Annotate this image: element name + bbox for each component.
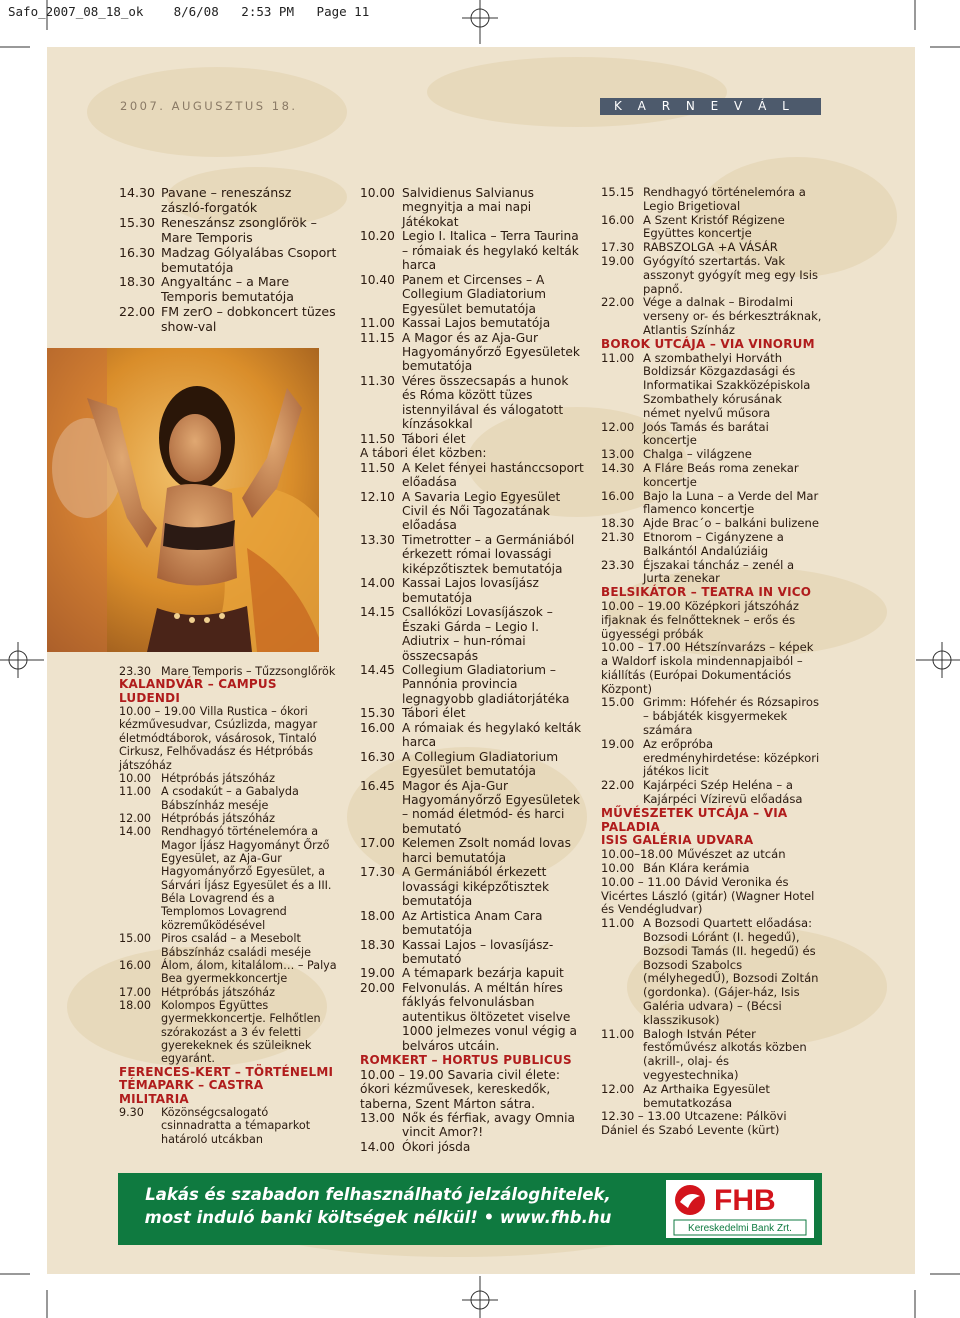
program-entry bbox=[360, 938, 584, 967]
ad-line-1: Lakás és szabadon felhasználható jelzáloghitelek, bbox=[145, 1185, 611, 1204]
program-entry bbox=[601, 421, 823, 449]
entry-text: Angyaltánc – a Mare Temporis bemutatója bbox=[161, 274, 295, 305]
entry-time: 14.15 bbox=[360, 605, 395, 620]
program-entry bbox=[360, 779, 584, 837]
program-entry bbox=[360, 533, 584, 576]
entry-time: 14.30 bbox=[601, 460, 635, 475]
entry-time: 13.00 bbox=[601, 447, 635, 462]
ad-line-2: most induló banki költségek nélkül! • www.fhb.hu bbox=[144, 1208, 612, 1227]
entry-time: 14.00 bbox=[119, 825, 152, 839]
program-entry bbox=[360, 331, 584, 374]
venue-heading: ISIS GALÉRIA UDVARA bbox=[601, 833, 754, 848]
program-entry bbox=[360, 706, 584, 720]
program-entry bbox=[601, 462, 823, 490]
venue-heading: BELSIKÁTOR – TEATRA IN VICO bbox=[601, 585, 812, 600]
program-entry bbox=[601, 214, 823, 242]
entry-text: Ókori jósda bbox=[402, 1139, 471, 1154]
program-entry bbox=[119, 932, 337, 959]
entry-text: Timetrotter – a Germániából érkezett római lovassági kiképzőtisztek bemutatója bbox=[402, 532, 575, 576]
entry-text: Kassai Lajos bemutatója bbox=[402, 316, 551, 331]
program-entry bbox=[119, 705, 337, 772]
entry-time: 12.00 bbox=[601, 419, 635, 434]
entry-text: Panem et Circenses – A Collegium Gladiatorium Egyesület bemutatója bbox=[402, 272, 546, 316]
program-entry bbox=[119, 999, 337, 1066]
program-entry bbox=[601, 600, 823, 641]
entry-text: A szombathelyi Horváth Boldizsár Közgazdasági és Informatikai Szakközépiskola Szombathely kórusának német nyelvű műsora bbox=[643, 350, 811, 420]
entry-text: A rómaiak és hegylakó kelták harca bbox=[402, 720, 582, 750]
entry-time: 15.30 bbox=[119, 214, 156, 230]
entry-time: 16.00 bbox=[360, 720, 395, 735]
program-entry bbox=[119, 216, 337, 246]
entry-time: 10.20 bbox=[360, 229, 395, 244]
entry-text: Balogh István Péter festőművész alkotás közben (akrill-, olaj- és vegyestechnika) bbox=[643, 1026, 807, 1082]
entry-text: Madzag Gólyalábas Csoport bemutatója bbox=[161, 244, 337, 275]
entry-time: 16.00 bbox=[601, 488, 635, 503]
entry-text: A Szent Kristóf Régizene Együttes koncertje bbox=[643, 212, 785, 241]
program-entry bbox=[119, 986, 337, 999]
program-entry bbox=[119, 246, 337, 276]
program-entry bbox=[360, 461, 584, 490]
entry-text: Legio I. Italica – Terra Taurina – rómaiak és hegylakó kelták harca bbox=[402, 229, 579, 273]
entry-time: 10.00 – 19.00 bbox=[601, 598, 681, 613]
entry-time: 18.30 bbox=[601, 516, 635, 531]
program-entry bbox=[360, 721, 584, 750]
entry-text: Rendhagyó történelemóra a Magor Íjász Hagyományt Őrző Egyesület, az Aja-Gur Hagyományőrző Egyesület, a Sárvári Íjász Egyesület és a III. Béla Lovagrend és a Templomos Lovagrend közreműködésével bbox=[161, 825, 332, 932]
entry-text: Piros család – a Mesebolt Bábszínház családi meséje bbox=[161, 932, 311, 959]
entry-time: 11.50 bbox=[360, 431, 395, 446]
entry-text: Hétszínvarázs – képek a Waldorf iskola mindennapjaiból – kiállítás (Európai Dokumentációs Központ) bbox=[601, 640, 814, 696]
program-entry bbox=[360, 966, 584, 980]
venue-heading: ROMKERT – HORTUS PUBLICUS bbox=[360, 1053, 572, 1068]
fhb-logo-text: FHB bbox=[714, 1184, 776, 1217]
program-entry bbox=[601, 296, 823, 337]
entry-time: 14.00 bbox=[360, 576, 395, 591]
entry-text: Középkori játszóház ifjaknak és felnőtteknek – erős és ügyességi próbák bbox=[601, 598, 799, 641]
program-entry bbox=[360, 865, 584, 908]
entry-time: 22.00 bbox=[119, 304, 156, 320]
program-entry bbox=[601, 531, 823, 559]
program-entry bbox=[360, 229, 584, 272]
venue-heading: MŰVÉSZETEK UTCÁJA – VIA PALADIA bbox=[601, 805, 788, 834]
program-entry bbox=[119, 186, 337, 216]
entry-text: A Fláre Beás roma zenekar koncertje bbox=[643, 460, 799, 489]
entry-text: Vége a dalnak – Birodalmi verseny or- és bérkesztráknak, Atlantis Színház bbox=[643, 295, 822, 337]
entry-time: 10.00 bbox=[601, 861, 635, 876]
entry-time: 10.00 – 19.00 bbox=[119, 705, 196, 719]
program-entry bbox=[360, 316, 584, 330]
entry-text: A Bozsodi Quartett előadása: Bozsodi Lóránt (I. hegedű), Bozsodi Tamás (II. hegedű) és Bozsodi Szabolcs (mélyhegedŰ), Bozsodi Zoltán (gordonka). (Gájer-ház, Isis Galéria udvara) – (Bécsi klasszikusok) bbox=[643, 916, 819, 1027]
entry-text: Csallóközi Lovasíjászok – Északi Gárda – Legio I. Adiutrix – hun-római összecsapás bbox=[402, 605, 553, 663]
entry-time: 16.45 bbox=[360, 778, 395, 793]
entry-time: 15.15 bbox=[601, 185, 635, 199]
entry-time: 14.45 bbox=[360, 662, 395, 677]
entry-time: 19.00 bbox=[601, 736, 635, 751]
issue-date: 2007. AUGUSZTUS 18. bbox=[120, 99, 298, 113]
entry-time: 13.00 bbox=[360, 1111, 395, 1125]
entry-text: Mare Temporis – Tűzzsonglőrök bbox=[161, 665, 336, 678]
entry-time: 10.00 – 11.00 bbox=[601, 874, 681, 889]
entry-time: 20.00 bbox=[360, 980, 395, 995]
entry-text: Reneszánsz zsonglőrök – Mare Temporis bbox=[161, 214, 317, 245]
entry-time: 9.30 bbox=[119, 1105, 144, 1119]
entry-text: A Magor és az Aja-Gur Hagyományőrző Egyesületek bemutatója bbox=[402, 330, 580, 374]
entry-text: A témapark bezárja kapuit bbox=[402, 966, 564, 981]
entry-text: Művészet az utcán bbox=[677, 847, 786, 862]
entry-time: 21.30 bbox=[601, 529, 635, 544]
entry-text: Villa Rustica – ókori kézművesudvar, Csúzlizda, magyar életmódtáborok, vásárosok, Tintaló Cirkusz, Felhővadász és Hétpróbás játszóház bbox=[119, 705, 318, 772]
entry-text: Tábori élet bbox=[402, 431, 466, 446]
entry-time: 17.00 bbox=[360, 836, 395, 851]
entry-time: 11.00 bbox=[601, 1026, 635, 1041]
venue-heading: FERENCES-KERT – TÖRTÉNELMI TÉMAPARK – CASTRA MILITARIA bbox=[119, 1064, 334, 1106]
entry-time: 15.00 bbox=[119, 932, 152, 946]
entry-time: 16.00 bbox=[119, 958, 152, 972]
program-entry bbox=[601, 241, 823, 255]
venue-heading: BOROK UTCÁJA – VIA VINORUM bbox=[601, 336, 815, 351]
program-entry bbox=[601, 1110, 823, 1138]
entry-time: 10.00 – 17.00 bbox=[601, 640, 681, 655]
entry-time: 10.40 bbox=[360, 272, 395, 287]
entry-time: 11.50 bbox=[360, 460, 395, 475]
entry-text: Az Artistica Anam Cara bemutatója bbox=[402, 908, 543, 938]
entry-text: Hétpróbás játszóház bbox=[161, 811, 276, 825]
entry-text: Véres összecsapás a hunok és Róma között tüzes istennyilával és válogatott kínzásokkal bbox=[402, 373, 569, 432]
program-entry bbox=[601, 490, 823, 518]
entry-time: 14.30 bbox=[119, 185, 156, 200]
entry-text: Bán Klára kerámia bbox=[643, 861, 750, 876]
program-entry bbox=[360, 576, 584, 605]
entry-text: A Kelet fényei hastánccsoport előadása bbox=[402, 460, 584, 490]
entry-time: 12.00 bbox=[119, 811, 152, 825]
entry-time: 10.00 bbox=[119, 771, 152, 785]
entry-text: A Savaria Legio Egyesület Civil és Női Tagozatának előadása bbox=[402, 489, 561, 533]
entry-time: 18.30 bbox=[119, 274, 156, 290]
program-entry bbox=[601, 917, 823, 1027]
program-entry bbox=[601, 255, 823, 296]
program-entry bbox=[601, 876, 823, 917]
program-entry bbox=[601, 779, 823, 807]
program-entry bbox=[601, 848, 823, 862]
program-entry bbox=[360, 273, 584, 316]
program-entry bbox=[360, 605, 584, 663]
dancer-photo bbox=[47, 348, 319, 652]
entry-time: 11.00 bbox=[360, 316, 395, 331]
entry-text: Savaria civil élete: ókori kézművesek, kereskedők, taberna, Szent Márton sátra. bbox=[360, 1067, 560, 1111]
program-entry bbox=[601, 1028, 823, 1083]
entry-time: 17.30 bbox=[360, 865, 395, 880]
program-entry bbox=[119, 812, 337, 825]
program-entry bbox=[119, 959, 337, 986]
column-1-top bbox=[119, 186, 337, 335]
entry-text: Magor és Aja-Gur Hagyományőrző Egyesületek – nomád életmód- és harci bemutató bbox=[402, 778, 580, 836]
entry-text: Álom, álom, kitalálom… – Palya Bea gyermekkoncertje bbox=[161, 958, 337, 986]
program-entry bbox=[360, 1140, 584, 1154]
program-entry bbox=[360, 432, 584, 446]
entry-time: 19.00 bbox=[360, 966, 395, 981]
entry-time: 18.30 bbox=[360, 937, 395, 952]
entry-time: 16.30 bbox=[119, 244, 156, 260]
entry-time: 11.00 bbox=[119, 785, 152, 799]
entry-text: Az Arthaika Egyesület bemutatkozása bbox=[643, 1081, 770, 1110]
entry-text: Hétpróbás játszóház bbox=[161, 771, 276, 785]
entry-time: 15.30 bbox=[360, 706, 395, 721]
entry-text: Kajárpéci Szép Heléna – a Kajárpéci Vízirevü előadása bbox=[643, 778, 803, 807]
program-entry bbox=[119, 825, 337, 932]
fhb-logo-subtitle: Kereskedelmi Bank Zrt. bbox=[688, 1223, 792, 1234]
entry-text: Salvidienus Salvianus megnyitja a mai napi Játékokat bbox=[402, 186, 534, 229]
program-entry bbox=[601, 517, 823, 531]
program-entry bbox=[360, 374, 584, 432]
entry-text: Kassai Lajos – lovasíjász-bemutató bbox=[402, 937, 554, 967]
entry-time: 17.30 bbox=[601, 240, 635, 255]
entry-text: Chalga – világzene bbox=[643, 447, 752, 462]
entry-text: FM zerO – dobkoncert tüzes show-val bbox=[161, 304, 336, 335]
entry-time: 10.00 bbox=[360, 186, 395, 200]
program-entry bbox=[119, 785, 337, 812]
entry-time: 14.00 bbox=[360, 1139, 395, 1154]
fhb-advertisement[interactable] bbox=[118, 1173, 822, 1245]
entry-text: A Germániából érkezett lovassági kiképzőtisztek bemutatója bbox=[402, 865, 550, 909]
entry-text: Éjszakai táncház – zenél a Jurta zenekar bbox=[643, 557, 795, 586]
entry-text: Pavane – reneszánsz zászló-forgatók bbox=[161, 185, 292, 215]
entry-time: 23.30 bbox=[601, 557, 635, 572]
program-entry bbox=[360, 981, 584, 1053]
program-entry bbox=[601, 186, 823, 214]
program-note: A tábori élet közben: bbox=[360, 446, 487, 461]
program-entry bbox=[601, 641, 823, 696]
entry-time: 12.30 – 13.00 bbox=[601, 1109, 681, 1124]
entry-time: 16.30 bbox=[360, 749, 395, 764]
entry-text: Bajo la Luna – a Verde del Mar flamenco koncertje bbox=[643, 488, 819, 517]
entry-text: Gyógyító szertartás. Vak asszonyt gyógyít meg egy Isis papnő. bbox=[643, 253, 819, 296]
entry-text: Utcazene: Pálkövi Dániel és Szabó Levente (kürt) bbox=[601, 1109, 787, 1138]
entry-time: 17.00 bbox=[119, 985, 152, 999]
entry-text: Ajde Brac´o – balkáni bulizene bbox=[643, 516, 819, 531]
entry-time: 15.00 bbox=[601, 695, 635, 710]
section-title: K A R N E V Á L bbox=[600, 98, 821, 115]
entry-time: 11.00 bbox=[601, 350, 635, 365]
program-entry bbox=[601, 559, 823, 587]
entry-text: Grimm: Hófehér és Rózsapiros – bábjáték kisgyermekek számára bbox=[643, 695, 820, 738]
entry-time: 10.00–18.00 bbox=[601, 847, 674, 862]
program-entry bbox=[601, 738, 823, 779]
entry-text: Nők és férfiak, avagy Omnia vincit Amor?! bbox=[402, 1111, 575, 1140]
entry-time: 19.00 bbox=[601, 253, 635, 268]
entry-text: Rendhagyó történelemóra a Legio Brigetioval bbox=[643, 185, 806, 213]
entry-time: 10.00 – 19.00 bbox=[360, 1067, 444, 1082]
program-entry bbox=[601, 352, 823, 421]
entry-text: RABSZOLGA +A VÁSÁR bbox=[643, 240, 778, 255]
entry-time: 16.00 bbox=[601, 212, 635, 227]
column-2 bbox=[360, 186, 584, 1154]
entry-text: Kassai Lajos lovasíjász bemutatója bbox=[402, 576, 539, 605]
program-entry bbox=[360, 186, 584, 229]
entry-text: Joós Tamás és barátai koncertje bbox=[643, 419, 769, 448]
entry-time: 12.00 bbox=[601, 1081, 635, 1096]
program-entry bbox=[601, 448, 823, 462]
program-entry bbox=[119, 275, 337, 305]
program-entry bbox=[601, 1083, 823, 1111]
venue-heading: KALANDVÁR – CAMPUS LUDENDI bbox=[119, 677, 277, 705]
program-entry bbox=[601, 862, 823, 876]
entry-time: 11.30 bbox=[360, 373, 395, 388]
entry-time: 22.00 bbox=[601, 295, 635, 310]
program-entry bbox=[360, 663, 584, 706]
entry-text: A csodakút – a Gabalyda Bábszínház meséje bbox=[161, 785, 299, 812]
program-entry bbox=[360, 1068, 584, 1111]
program-entry bbox=[360, 909, 584, 938]
print-slug: Safo_2007_08_18_ok 8/6/08 2:53 PM Page 11 bbox=[8, 4, 370, 19]
entry-text: Az erőpróba eredményhirdetése: középkori játékos licit bbox=[643, 736, 820, 779]
entry-text: Tábori élet bbox=[402, 706, 466, 721]
program-entry bbox=[119, 772, 337, 785]
entry-text: Collegium Gladiatorium – Pannónia provincia legnagyobb gladiátorjátéka bbox=[402, 662, 570, 706]
column-1-bottom bbox=[119, 665, 337, 1146]
program-entry bbox=[119, 665, 337, 678]
program-entry bbox=[601, 696, 823, 737]
entry-text: Dávid Veronika és Vicértes László (gitár) (Wagner Hotel és Vendégludvar) bbox=[601, 874, 815, 917]
entry-text: Etnorom – Cigányzene a Balkántól Andalúziáig bbox=[643, 529, 784, 558]
entry-text: Hétpróbás játszóház bbox=[161, 985, 276, 999]
program-entry bbox=[360, 1111, 584, 1140]
program-entry bbox=[360, 490, 584, 533]
column-3 bbox=[601, 186, 823, 1138]
program-entry bbox=[119, 305, 337, 335]
program-entry bbox=[360, 836, 584, 865]
entry-time: 12.10 bbox=[360, 489, 395, 504]
entry-time: 18.00 bbox=[360, 908, 395, 923]
program-entry bbox=[360, 750, 584, 779]
entry-time: 13.30 bbox=[360, 532, 395, 547]
entry-time: 18.00 bbox=[119, 998, 152, 1012]
program-entry bbox=[119, 1106, 337, 1146]
entry-text: Kolompos Együttes gyermekkoncertje. Felhőtlen szórakozást a 3 év feletti gyerekeknek és szüleiknek egyaránt. bbox=[161, 998, 321, 1066]
entry-text: Közönségcsalogató csinnadratta a témaparkot határoló utcákban bbox=[161, 1105, 311, 1146]
entry-time: 23.30 bbox=[119, 665, 152, 678]
entry-time: 22.00 bbox=[601, 778, 635, 793]
entry-time: 11.15 bbox=[360, 330, 395, 345]
entry-text: Kelemen Zsolt nomád lovas harci bemutatója bbox=[402, 836, 571, 865]
entry-text: Felvonulás. A méltán híres fáklyás felvonulásban autentikus öltözetet viselve 1000 jelmezes vonul végig a belváros utcáin. bbox=[402, 980, 577, 1053]
entry-time: 11.00 bbox=[601, 916, 635, 931]
fhb-logo bbox=[666, 1180, 814, 1238]
entry-text: A Collegium Gladiatorium Egyesület bemutatója bbox=[402, 749, 559, 779]
